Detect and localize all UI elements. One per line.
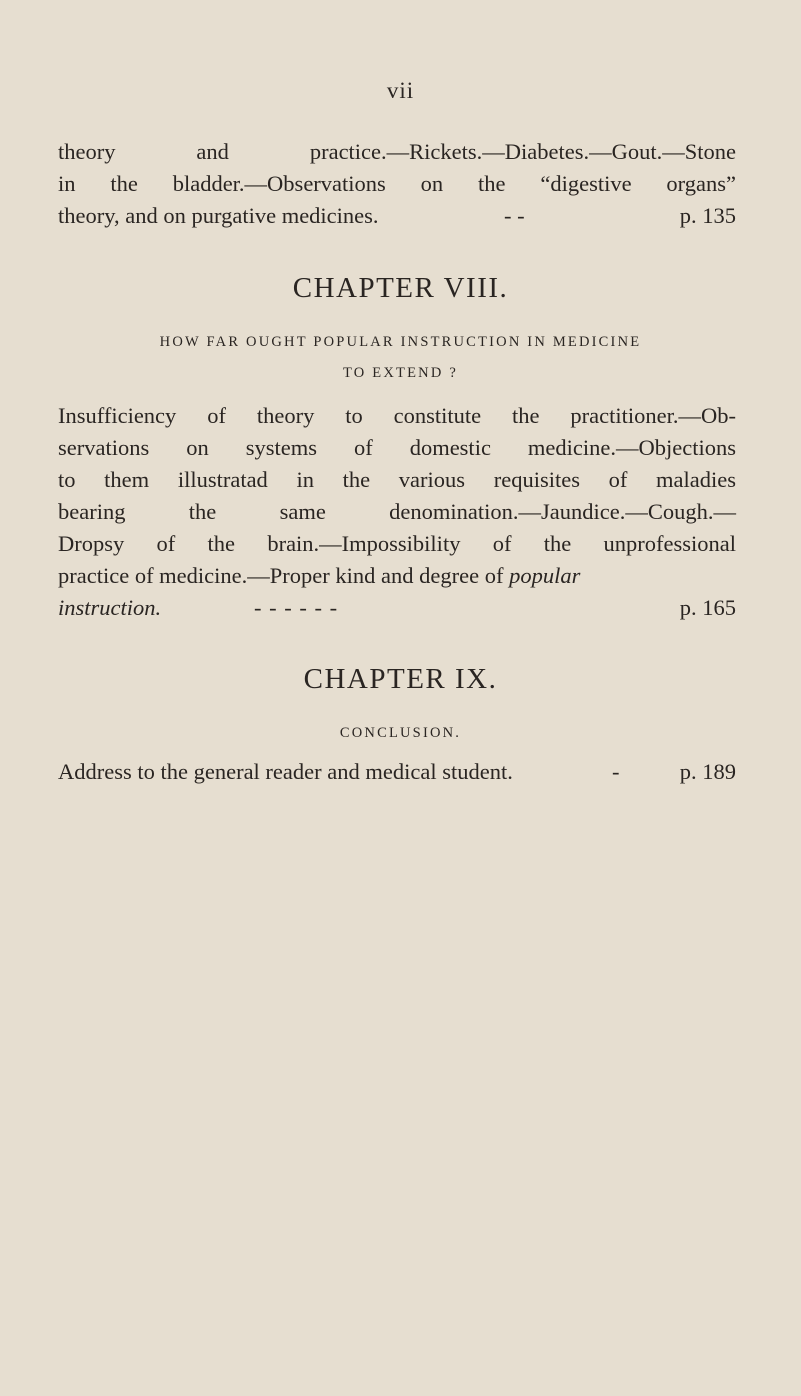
toc-line: Dropsy of the brain.—Impossibility of the unprofessional [58, 531, 736, 556]
page-reference: p. 189 [679, 759, 736, 784]
toc-line [58, 562, 736, 590]
toc-line-text: Address to the general reader and medical student. [58, 759, 513, 784]
toc-line-text: theory, and on purgative medicines. [58, 203, 379, 228]
page-reference: p. 135 [679, 203, 736, 228]
toc-line-italic: popular [509, 563, 581, 588]
toc-line: theory and practice.—Rickets.—Diabetes.—Gout.—Stone [58, 139, 736, 164]
chapter-subtitle: CONCLUSION. [339, 725, 462, 741]
chapter-subtitle: HOW FAR OUGHT POPULAR INSTRUCTION IN MEDICINE [159, 334, 642, 350]
toc-line: bearing the same denomination.—Jaundice.—Cough.— [58, 499, 736, 524]
page-reference: p. 165 [679, 595, 736, 620]
toc-line [58, 594, 736, 622]
toc-line [58, 202, 736, 230]
toc-line-text: practice of medicine.—Proper kind and degree of [58, 563, 504, 588]
toc-line [58, 170, 736, 198]
toc-line: Insufficiency of theory to constitute the practitioner.—Ob- [58, 403, 736, 428]
dot-leader: - - [504, 203, 525, 228]
dot-leader: - [612, 759, 620, 784]
chapter-subtitle: TO EXTEND ? [343, 365, 458, 381]
toc-line-italic: instruction. [58, 595, 162, 620]
dot-leader: - - - - - - [254, 595, 339, 620]
toc-line: servations on systems of domestic medicine.—Objections [58, 435, 736, 460]
chapter-heading: CHAPTER VIII. [292, 272, 509, 304]
page-folio: vii [386, 78, 415, 103]
toc-line: to them illustratad in the various requisites of maladies [58, 467, 736, 492]
chapter-heading: CHAPTER IX. [303, 663, 498, 695]
toc-line [58, 758, 736, 786]
toc-line-text: in the bladder.—Observations on the “digestive organs” [58, 171, 736, 196]
